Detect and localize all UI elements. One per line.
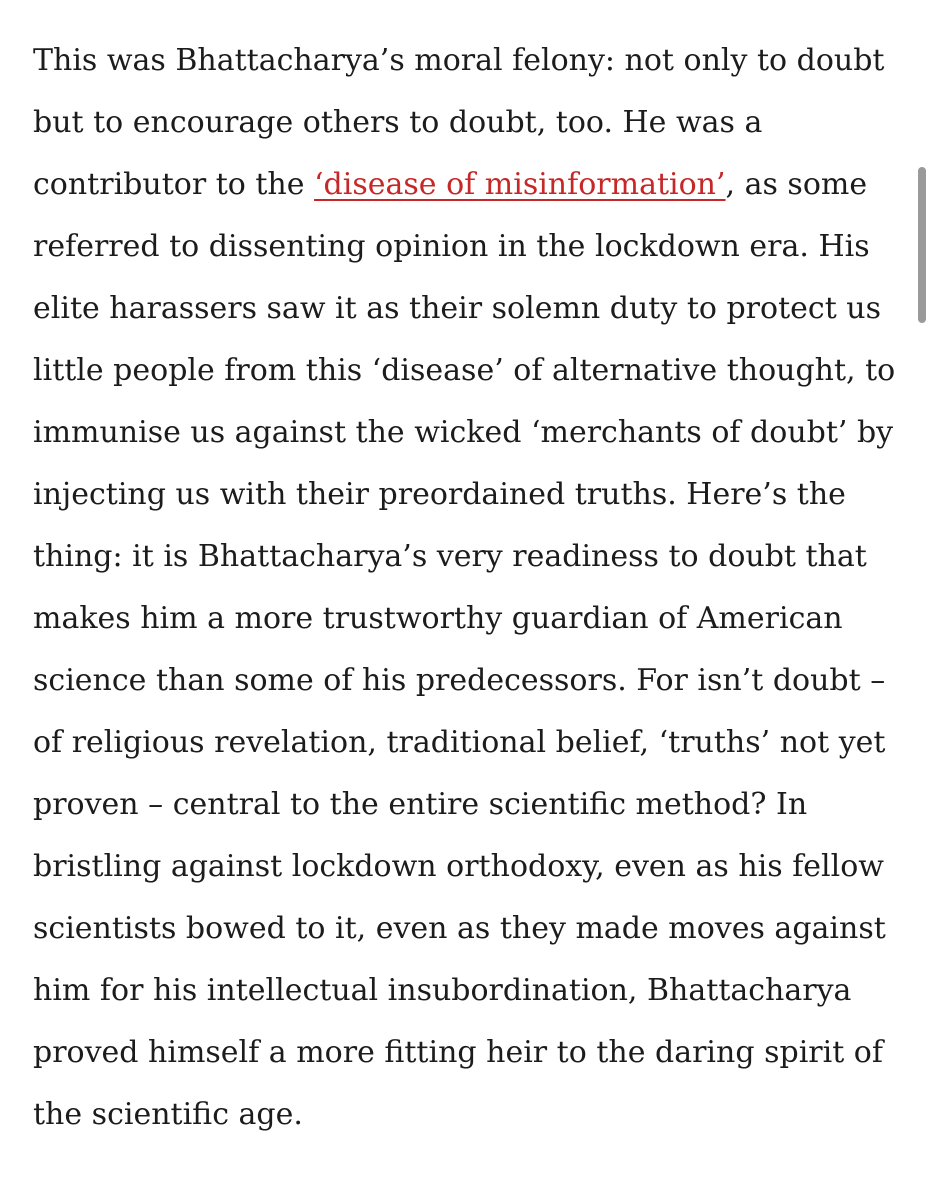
text-line: referred to dissenting opinion in the lockdown era. His: [33, 229, 870, 264]
text-line: of religious revelation, traditional belief, ‘truths’ not yet: [33, 725, 886, 760]
scrollbar-thumb[interactable]: [918, 167, 926, 323]
text-line: proven – central to the entire scientific method? In: [33, 787, 808, 822]
text-line: the scientific age.: [33, 1097, 303, 1132]
text-line: makes him a more trustworthy guardian of American: [33, 601, 843, 636]
text-line: him for his intellectual insubordination, Bhattacharya: [33, 973, 852, 1008]
text-line: elite harassers saw it as their solemn duty to protect us: [33, 291, 881, 326]
text-line: but to encourage others to doubt, too. He was a: [33, 105, 763, 140]
text-line: science than some of his predecessors. For isn’t doubt –: [33, 663, 886, 698]
text-line: proved himself a more fitting heir to the daring spirit of: [33, 1035, 883, 1070]
article-paragraph: [33, 30, 913, 1146]
text-line-with-link: [33, 154, 913, 216]
text-line: scientists bowed to it, even as they made moves against: [33, 911, 886, 946]
text-line: immunise us against the wicked ‘merchants of doubt’ by: [33, 415, 894, 450]
text-line: This was Bhattacharya’s moral felony: not only to doubt: [33, 43, 885, 78]
text-line: little people from this ‘disease’ of alternative thought, to: [33, 353, 896, 388]
text-line: bristling against lockdown orthodoxy, even as his fellow: [33, 849, 884, 884]
text-segment: , as some: [725, 167, 868, 202]
text-line: injecting us with their preordained truths. Here’s the: [33, 477, 846, 512]
misinformation-link[interactable]: ‘disease of misinformation’: [314, 167, 726, 202]
text-segment: contributor to the: [33, 167, 315, 202]
text-line: thing: it is Bhattacharya’s very readiness to doubt that: [33, 539, 867, 574]
